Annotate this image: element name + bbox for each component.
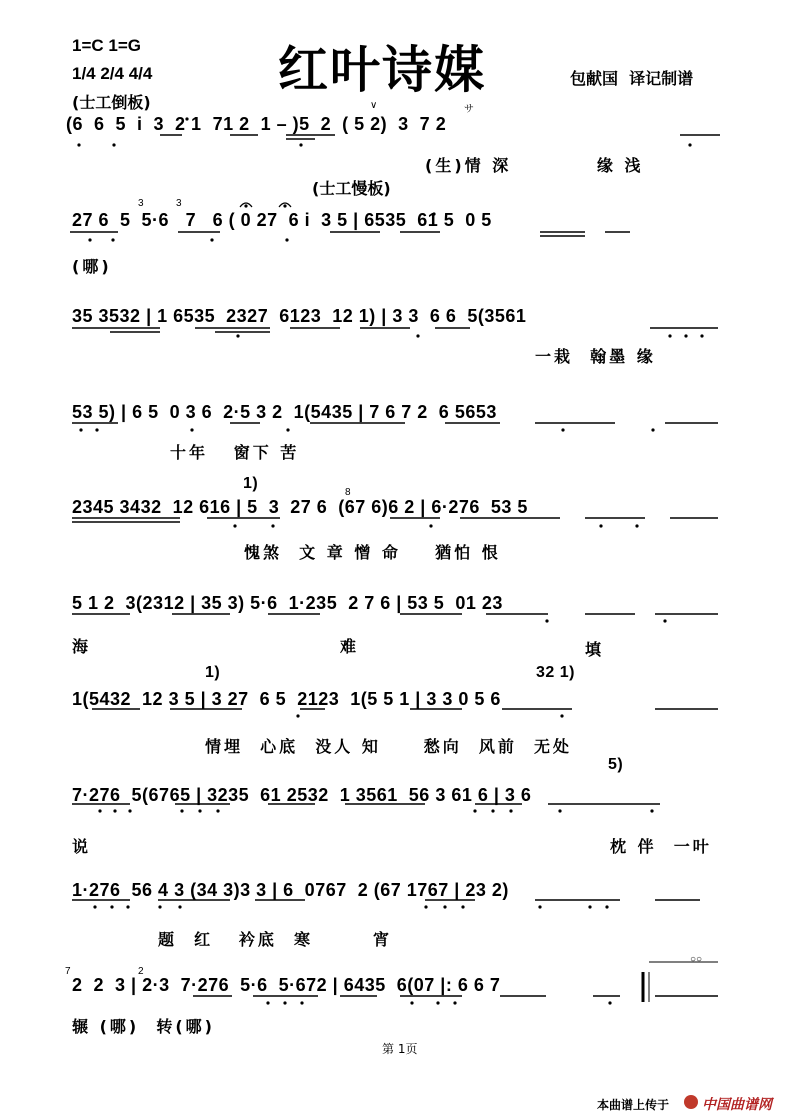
lyric-row: 填 — [585, 640, 605, 659]
grace-note: 3 — [138, 198, 144, 209]
lyric-row: 愧煞 文 章 憎 命 猶怕 恨 — [244, 543, 501, 562]
key-signature: 1=C 1=G — [72, 36, 141, 55]
grace-note: 8 — [345, 487, 351, 498]
lyric-row: (生)情 深 缘 浅 — [425, 156, 644, 175]
lyric-row: 十年 窗下 苦 — [170, 443, 300, 462]
notation-row: 27 6 5 5·6 7 6 ( 0 27 6 i 3 5 | 6535 61 5 0 5 — [72, 210, 492, 230]
breath-mark: ∨ — [370, 100, 378, 111]
lyric-row: 题 红 衿底 寒 宵 — [158, 930, 392, 949]
fermata-marks — [240, 203, 291, 207]
time-signatures: 1/4 2/4 4/4 — [72, 64, 153, 83]
lyric-row: 说 — [72, 837, 92, 856]
grace-note: 7 — [65, 966, 71, 977]
lyric-row: 枕 伴 一叶 — [610, 837, 712, 856]
notation-row: 7·276 5(6765 | 3235 61 2532 1 3561 56 3 61 6 | 3 6 — [72, 785, 532, 805]
page-number: 第 1页 — [382, 1042, 418, 1056]
site-logo-icon — [684, 1095, 698, 1109]
variant-mark: 5) — [608, 756, 624, 773]
lyric-row: 一栽 翰墨 缘 — [535, 347, 656, 366]
notation-row: 5 1 2 3(2312 | 35 3) 5·6 1·235 2 7 6 | 53 5 01 23 — [72, 593, 503, 613]
grace-note: 3 — [176, 198, 182, 209]
upload-note: 本曲谱上传于 — [597, 1098, 670, 1112]
beam-lines — [70, 135, 720, 996]
grace-note: 2 — [138, 966, 144, 977]
lyric-row: 辗 (哪) 转(哪) — [72, 1017, 215, 1036]
lyric-row: 海 — [72, 637, 92, 656]
section-label: (士工倒板) — [72, 93, 151, 112]
lyric-row: 情埋 心底 没人 知 愁向 风前 无处 — [205, 737, 572, 756]
page-title: 红叶诗媒 — [278, 40, 486, 99]
lyric-row: (哪) — [72, 257, 112, 276]
notation-row: 1·276 56 4 3 (34 3)3 3 | 6 0767 2 (67 1767 | 23 2) — [72, 880, 509, 900]
notation-row: 35 3532 | 1 6535 2327 6123 12 1) | 3 3 6 6 5(3561 — [72, 306, 527, 326]
variant-mark: 1) — [243, 475, 259, 492]
site-brand[interactable]: 中国曲谱网 — [702, 1097, 772, 1113]
notation-row: (6 6 5 i 3 2 1 71 2 1 – )5 2 ( 5 2) 3 7 2 — [66, 114, 447, 134]
lyric-row: 难 — [340, 637, 360, 656]
variant-mark: 1) — [205, 664, 221, 681]
free-meter-mark: サ — [464, 104, 474, 115]
section-label: (士工慢板) — [312, 179, 391, 198]
repeat-ending-mark: ○○ — [690, 954, 703, 965]
arranger-credit: 包献国 译记制谱 — [570, 69, 694, 88]
notation-row: 1(5432 12 3 5 | 3 27 6 5 2123 1(5 5 1 | 3 3 0 5 6 — [72, 689, 501, 709]
notation-row: 2 2 3 | 2·3 7·276 5·6 5·672 | 6435 6(07 |: 6 6 7 — [72, 975, 501, 995]
variant-mark: 32 1) — [536, 664, 575, 681]
notation-row: 53 5) | 6 5 0 3 6 2·5 3 2 1(5435 | 7 6 7 2 6 5653 — [72, 402, 497, 422]
notation-row: 2345 3432 12 616 | 5 3 27 6 (67 6)6 2 | 6·276 53 5 — [72, 497, 528, 517]
